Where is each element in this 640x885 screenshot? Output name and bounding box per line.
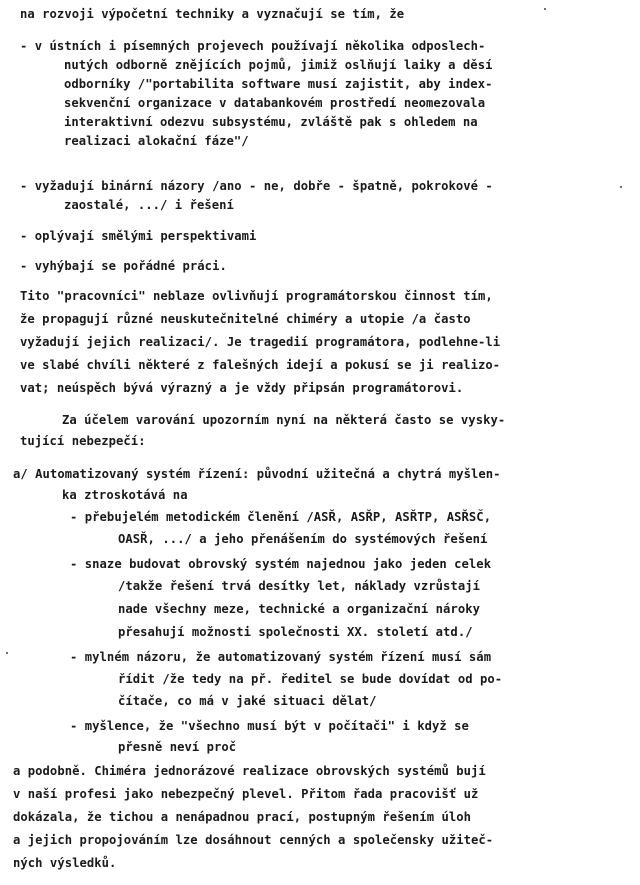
item-a-line-1: a/ Automatizovaný systém řízení: původní užitečná a chytrá myšlen- xyxy=(13,467,501,481)
bullet-4-line-1: - vyhýbají se pořádné práci. xyxy=(20,259,227,273)
subitem-4-line-1: - myšlence, že "všechno musí být v počítači" i když se xyxy=(70,719,469,733)
paragraph-1-line-2: že propagují různé neuskutečnitelné chiméry a utopie /a často xyxy=(20,312,471,326)
paragraph-1-line-1: Tito "pracovníci" neblaze ovlivňují programátorskou činnost tím, xyxy=(20,289,493,303)
subitem-4-line-2: přesně neví proč xyxy=(118,740,237,754)
paragraph-1-line-3: vyžadují jejich realizaci/. Je tragedií programátora, podlehne-li xyxy=(20,335,501,349)
subitem-2-line-3: nade všechny meze, technické a organizační nároky xyxy=(118,602,480,616)
conclusion-line-5: ných výsledků. xyxy=(13,856,117,870)
intro-line: na rozvoji výpočetní techniky a vyznačují se tím, že xyxy=(20,7,405,21)
subitem-3-line-1: - mylném názoru, že automatizovaný systém řízení musí sám xyxy=(70,650,492,664)
subitem-2-line-2: /takže řešení trvá desítky let, náklady vzrůstají xyxy=(118,579,480,593)
bullet-1-line-3: odborníky /"portabilita software musí zajistit, aby index- xyxy=(64,77,493,91)
bullet-2-line-2: zaostalé, .../ i řešení xyxy=(64,198,234,212)
bullet-2-line-1: - vyžadují binární názory /ano - ne, dobře - špatně, pokrokové - xyxy=(20,179,493,193)
bullet-1-line-6: realizaci alokační fáze"/ xyxy=(64,134,249,148)
conclusion-line-4: a jejich propojováním lze dosáhnout cenných a společensky užiteč- xyxy=(13,833,494,847)
conclusion-line-2: v naší profesi jako nebezpečný plevel. Přitom řada pracovišť už xyxy=(13,787,479,801)
paragraph-2-line-1: Za účelem varování upozorním nyní na některá často se vysky- xyxy=(62,413,506,427)
subitem-1-line-1: - přebujelém metodickém členění /ASŘ, ASŘP, ASŘTP, ASŘSČ, xyxy=(70,510,492,524)
subitem-2-line-1: - snaze budovat obrovský systém najednou jako jeden celek xyxy=(70,557,492,571)
scan-speck xyxy=(620,186,622,188)
item-a-line-2: ka ztroskotává na xyxy=(62,488,188,502)
paragraph-2-line-2: tující nebezpečí: xyxy=(20,434,146,448)
bullet-1-line-2: nutých odborně znějících pojmů, jimiž oslňují laiky a děsí xyxy=(64,58,493,72)
conclusion-line-3: dokázala, že tichou a nenápadnou prací, postupným řešením úloh xyxy=(13,810,472,824)
scan-speck xyxy=(544,8,546,10)
scan-speck xyxy=(6,652,8,654)
bullet-1-line-4: sekvenční organizace v databankovém prostředí neomezovala xyxy=(64,96,486,110)
paragraph-1-line-4: ve slabé chvíli některé z falešných idejí a pokusí se ji realizo- xyxy=(20,358,501,372)
paragraph-1-line-5: vat; neúspěch bývá výrazný a je vždy připsán programátorovi. xyxy=(20,381,464,395)
subitem-2-line-4: přesahují možnosti společnosti XX. století atd./ xyxy=(118,625,473,639)
bullet-1-line-1: - v ústních i písemných projevech používají několika odposlech- xyxy=(20,39,486,53)
bullet-1-line-5: interaktivní odezvu subsystému, zvláště pak s ohledem na xyxy=(64,115,478,129)
subitem-3-line-3: čítače, co má v jaké situaci dělat/ xyxy=(118,694,377,708)
subitem-3-line-2: řídit /že tedy na př. ředitel se bude dovídat od po- xyxy=(118,672,503,686)
subitem-1-line-2: OASŘ, .../ a jeho přenášením do systémových řešení xyxy=(118,532,488,546)
conclusion-line-1: a podobně. Chiméra jednorázové realizace obrovských systémů bují xyxy=(13,764,486,778)
bullet-3-line-1: - oplývají smělými perspektivami xyxy=(20,229,257,243)
